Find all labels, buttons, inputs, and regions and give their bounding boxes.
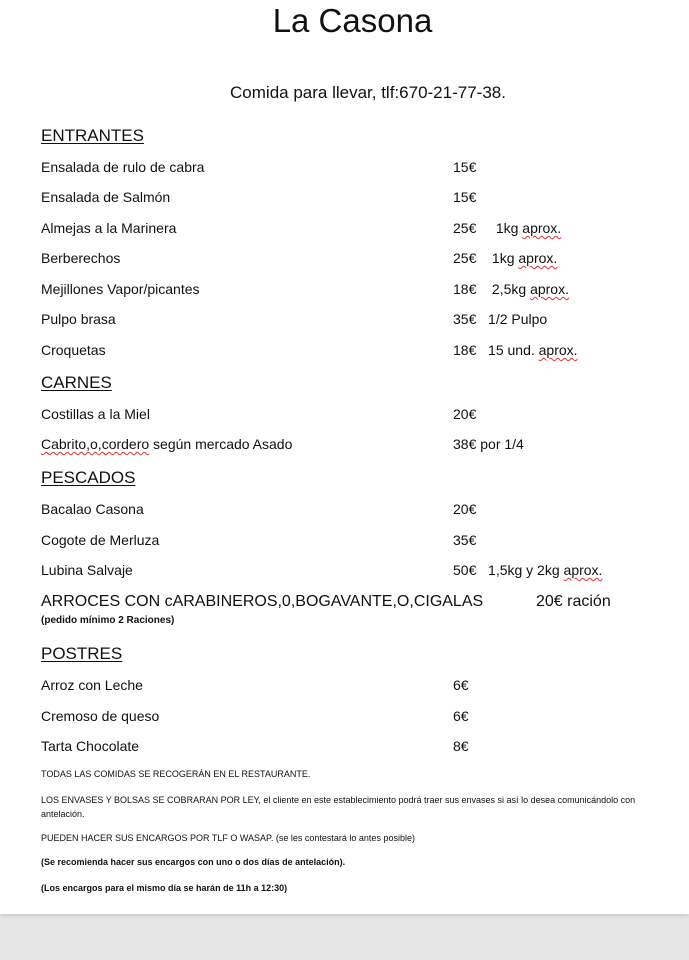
item-name: Pulpo brasa [41, 311, 116, 327]
section-arroces-heading: ARROCES CON cARABINEROS,0,BOGAVANTE,O,CIGALAS [41, 593, 484, 610]
item-quantity: 1kg [491, 250, 515, 266]
takeaway-phone: Comida para llevar, tlf:670-21-77-38. [230, 83, 506, 102]
item-price-line [453, 562, 602, 578]
item-approx: aprox. [518, 250, 558, 266]
item-price: 18€ [453, 281, 477, 297]
item-quantity: 1kg [495, 220, 519, 236]
item-name: Cremoso de queso [41, 708, 160, 724]
restaurant-title: La Casona [272, 2, 433, 39]
item-name: Costillas a la Miel [41, 406, 150, 422]
menu-item [41, 738, 661, 758]
item-quantity: 2,5kg [491, 281, 527, 297]
note-orders-contact: PUEDEN HACER SUS ENCARGOS POR TLF O WASAP. (se les contestará lo antes posible) [41, 833, 415, 843]
arroces-price: 20€ ración [536, 593, 611, 610]
item-price: 50€ [453, 562, 477, 578]
item-name: Arroz con Leche [41, 677, 143, 693]
item-name: Bacalao Casona [41, 501, 144, 517]
item-price-line [453, 342, 578, 358]
item-price-line [453, 311, 547, 327]
item-price: 15€ [453, 159, 477, 175]
item-price: 25€ [453, 220, 477, 236]
item-name: Ensalada de Salmón [41, 189, 171, 205]
item-name: Berberechos [41, 250, 121, 266]
section-entrantes-heading: ENTRANTES [41, 126, 144, 145]
item-name: Almejas a la Marinera [41, 220, 177, 236]
item-approx: aprox. [563, 562, 603, 578]
item-quantity: 15 und. [488, 342, 535, 358]
menu-item [41, 250, 661, 270]
section-postres-heading: POSTRES [41, 644, 123, 663]
menu-item [41, 220, 661, 240]
menu-item [41, 501, 661, 521]
menu-item [41, 532, 661, 552]
menu-item [41, 281, 661, 301]
menu-item [41, 159, 661, 179]
menu-item [41, 342, 661, 362]
item-name: Lubina Salvaje [41, 562, 133, 578]
item-approx: aprox. [530, 281, 569, 297]
item-name: Croquetas [41, 342, 106, 358]
item-price: 20€ [453, 406, 477, 422]
item-price: 15€ [453, 189, 477, 205]
note-advance-recommendation: (Se recomienda hacer sus encargos con uno o dos días de antelación). [41, 857, 346, 867]
menu-item [41, 708, 661, 728]
item-price: 18€ [453, 342, 477, 358]
item-price-line [453, 220, 561, 236]
arroces-minimum-note: (pedido mínimo 2 Raciones) [41, 615, 175, 626]
section-pescados-heading: PESCADOS [41, 468, 136, 487]
item-name: Tarta Chocolate [41, 738, 140, 754]
item-quantity: 1/2 Pulpo [488, 311, 548, 327]
item-name: Ensalada de rulo de cabra [41, 159, 205, 175]
note-pickup: TODAS LAS COMIDAS SE RECOGERÁN EN EL RESTAURANTE. [41, 769, 311, 779]
menu-item [41, 436, 661, 456]
note-packaging: LOS ENVASES Y BOLSAS SE COBRARAN POR LEY, el cliente en este establecimiento podrá traer sus envases si así lo desea comunicándolo con antelación. [41, 795, 636, 819]
item-price-line [453, 250, 557, 266]
item-price: 35€ [453, 532, 477, 548]
item-price: 8€ [453, 738, 469, 754]
menu-item [41, 189, 661, 209]
menu-item [41, 406, 661, 426]
menu-item [41, 562, 661, 582]
item-quantity: 1,5kg y 2kg [488, 562, 560, 578]
section-carnes-heading: CARNES [41, 373, 112, 392]
item-name: Mejillones Vapor/picantes [41, 281, 200, 297]
item-price: 6€ [453, 708, 469, 724]
item-name-line [41, 436, 292, 452]
item-price: 35€ [453, 311, 477, 327]
menu-item [41, 677, 661, 697]
note-same-day-hours: (Los encargos para el mismo día se harán de 11h a 12:30) [41, 883, 288, 893]
item-name: Cogote de Merluza [41, 532, 160, 548]
item-name-part: según mercado Asado [149, 436, 293, 452]
item-approx: aprox. [538, 342, 578, 358]
item-price-line [453, 281, 569, 297]
item-price: 20€ [453, 501, 477, 517]
item-price: 6€ [453, 677, 469, 693]
item-name-part: Cabrito,o,cordero [41, 436, 150, 452]
item-approx: aprox. [522, 220, 562, 236]
item-price: 38€ por 1/4 [453, 436, 524, 452]
item-price: 25€ [453, 250, 477, 266]
menu-item [41, 311, 661, 331]
